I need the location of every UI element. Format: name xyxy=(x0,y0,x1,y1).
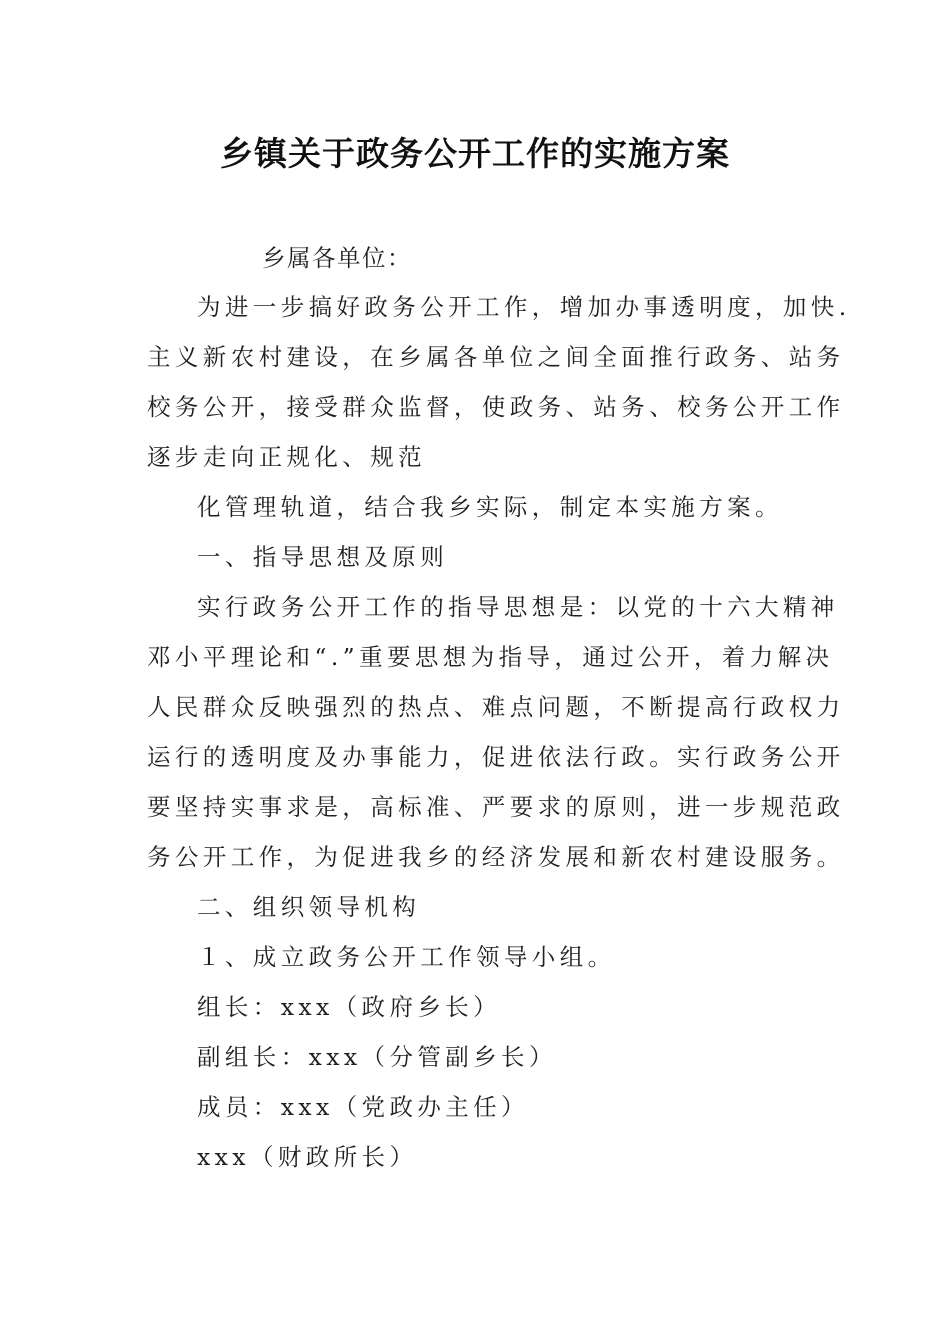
section-1-line-3: 人民群众反映强烈的热点、难点问题，不断提高行政权力 xyxy=(147,693,845,721)
leader-line: 组长：xxx（政府乡长） xyxy=(197,993,502,1021)
section-2-heading: 二、组织领导机构 xyxy=(197,893,421,921)
section-1-line-1: 实行政务公开工作的指导思想是：以党的十六大精神 xyxy=(197,593,839,621)
document-title: 乡镇关于政务公开工作的实施方案 xyxy=(220,134,730,173)
section-1-line-4: 运行的透明度及办事能力，促进依法行政。实行政务公开 xyxy=(147,743,845,771)
section-1-heading: 一、指导思想及原则 xyxy=(197,543,449,571)
section-1-line-2: 邓小平理论和“.”重要思想为指导，通过公开，着力解决 xyxy=(147,643,834,671)
member-line-1: 成员：xxx（党政办主任） xyxy=(197,1093,529,1121)
item-1: １、成立政务公开工作领导小组。 xyxy=(197,943,616,971)
intro-line-2: 主义新农村建设，在乡属各单位之间全面推行政务、站务 xyxy=(147,343,845,371)
section-1-line-5: 要坚持实事求是，高标准、严要求的原则，进一步规范政 xyxy=(147,793,845,821)
intro-line-1: 为进一步搞好政务公开工作，增加办事透明度，加快. xyxy=(197,293,851,321)
section-1-line-6: 务公开工作，为促进我乡的经济发展和新农村建设服务。 xyxy=(147,843,845,871)
salutation: 乡属各单位： xyxy=(262,244,412,272)
intro-line-3: 校务公开，接受群众监督，使政务、站务、校务公开工作 xyxy=(147,393,845,421)
deputy-leader-line: 副组长：xxx（分管副乡长） xyxy=(197,1043,557,1071)
intro-continuation: 化管理轨道，结合我乡实际，制定本实施方案。 xyxy=(197,493,783,521)
intro-line-4: 逐步走向正规化、规范 xyxy=(147,443,426,471)
member-line-2: xxx（财政所长） xyxy=(197,1143,418,1171)
